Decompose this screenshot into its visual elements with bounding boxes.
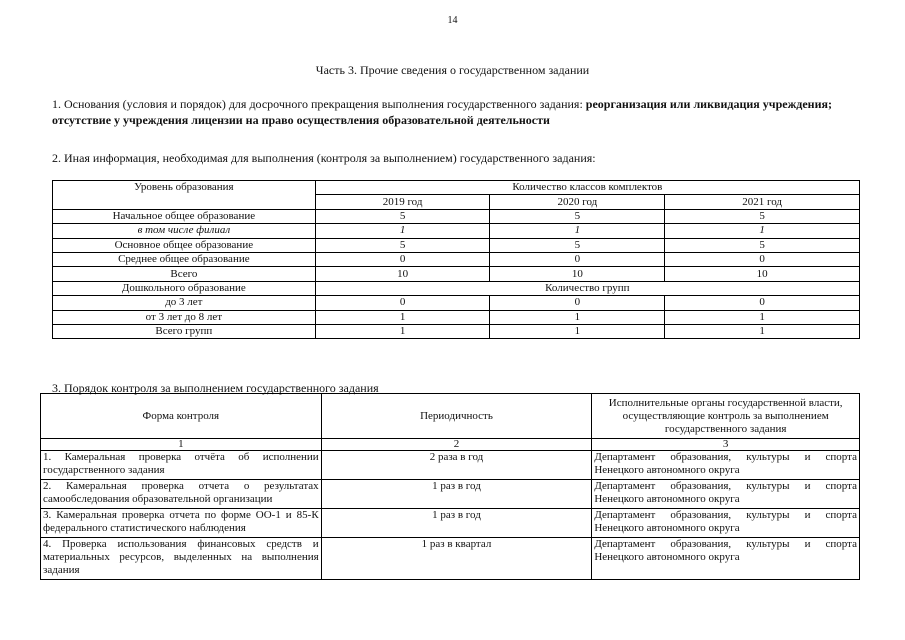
periodicity-cell: 1 раз в год (321, 480, 592, 509)
row-label: Всего (53, 267, 316, 281)
control-form-cell: 4. Проверка использования финансовых средств и материальных ресурсов, выделенных на выполнения задания (41, 538, 322, 580)
cell-value: 5 (490, 238, 665, 252)
row-label: Всего групп (53, 324, 316, 338)
classes-header: Количество классов комплектов (315, 181, 859, 195)
cell-value: 0 (490, 296, 665, 310)
year-header: 2019 год (315, 195, 490, 209)
control-organ-cell: Департамент образования, культуры и спорта Ненецкого автономного округа (592, 509, 860, 538)
row-label: Начальное общее образование (53, 209, 316, 223)
control-organ-cell: Департамент образования, культуры и спорта Ненецкого автономного округа (592, 480, 860, 509)
table-row (53, 324, 860, 338)
control-form-cell: 3. Камеральная проверка отчета по форме ОО-1 и 85-К федерального статистического наблюдения (41, 509, 322, 538)
cell-value: 5 (490, 209, 665, 223)
control-organ-cell: Департамент образования, культуры и спорта Ненецкого автономного округа (592, 538, 860, 580)
preschool-header-row (53, 281, 860, 295)
cell-value: 1 (665, 310, 860, 324)
periodicity-cell: 1 раз в год (321, 509, 592, 538)
control-form-cell: 1. Камеральная проверка отчёта об исполнении государственного задания (41, 451, 322, 480)
column-number: 2 (321, 439, 592, 451)
cell-value: 1 (665, 224, 860, 238)
table-row (53, 224, 860, 238)
cell-value: 5 (665, 238, 860, 252)
table-row (41, 509, 860, 538)
page-number: 14 (447, 15, 458, 26)
preschool-header: Дошкольного образование (53, 281, 316, 295)
cell-value: 5 (315, 238, 490, 252)
periodicity-header: Периодичность (321, 394, 592, 439)
control-form-header: Форма контроля (41, 394, 322, 439)
control-procedure-paragraph: 3. Порядок контроля за выполнением государственного задания (52, 381, 379, 395)
row-label: Среднее общее образование (53, 252, 316, 266)
table-row (53, 252, 860, 266)
year-header: 2020 год (490, 195, 665, 209)
row-label: Основное общее образование (53, 238, 316, 252)
cell-value: 0 (315, 252, 490, 266)
table-row (53, 209, 860, 223)
cell-value: 1 (315, 224, 490, 238)
year-header: 2021 год (665, 195, 860, 209)
table-row (41, 538, 860, 580)
cell-value: 1 (665, 324, 860, 338)
groups-header: Количество групп (315, 281, 859, 295)
cell-value: 1 (315, 324, 490, 338)
table-row (41, 451, 860, 480)
cell-value: 0 (490, 252, 665, 266)
cell-value: 1 (490, 310, 665, 324)
cell-value: 0 (665, 252, 860, 266)
row-label: в том числе филиал (53, 224, 316, 238)
cell-value: 10 (490, 267, 665, 281)
table-header-row (53, 181, 860, 195)
table-row (53, 296, 860, 310)
table-header-row (41, 394, 860, 439)
cell-value: 1 (490, 324, 665, 338)
other-info-paragraph: 2. Иная информация, необходимая для выполнения (контроля за выполнением) государственного задания: (52, 151, 596, 165)
termination-grounds-paragraph (52, 96, 872, 128)
column-number-row (41, 439, 860, 451)
class-count-table (52, 180, 860, 339)
cell-value: 10 (665, 267, 860, 281)
cell-value: 0 (665, 296, 860, 310)
periodicity-cell: 1 раз в квартал (321, 538, 592, 580)
column-number: 3 (592, 439, 860, 451)
table-row (53, 267, 860, 281)
termination-grounds-bold: реорганизация или ликвидация учреждения; отсутствие у учреждения лицензии на право осуществления образовательной деятельности (52, 97, 832, 127)
row-label: до 3 лет (53, 296, 316, 310)
page-title: Часть 3. Прочие сведения о государственном задании (315, 63, 590, 77)
termination-grounds-text: 1. Основания (условия и порядок) для досрочного прекращения выполнения государственного задания: (52, 97, 586, 111)
row-label: от 3 лет до 8 лет (53, 310, 316, 324)
cell-value: 0 (315, 296, 490, 310)
periodicity-cell: 2 раза в год (321, 451, 592, 480)
table-row (53, 310, 860, 324)
cell-value: 1 (490, 224, 665, 238)
control-organ-header: Исполнительные органы государственной власти, осуществляющие контроль за выполнением государственного задания (592, 394, 860, 439)
level-header: Уровень образования (53, 181, 316, 210)
control-organ-cell: Департамент образования, культуры и спорта Ненецкого автономного округа (592, 451, 860, 480)
cell-value: 1 (315, 310, 490, 324)
cell-value: 5 (665, 209, 860, 223)
column-number: 1 (41, 439, 322, 451)
cell-value: 10 (315, 267, 490, 281)
cell-value: 5 (315, 209, 490, 223)
control-form-cell: 2. Камеральная проверка отчета о результатах самообследования образовательной организации (41, 480, 322, 509)
control-procedure-table (40, 393, 860, 580)
table-row (53, 238, 860, 252)
table-row (41, 480, 860, 509)
